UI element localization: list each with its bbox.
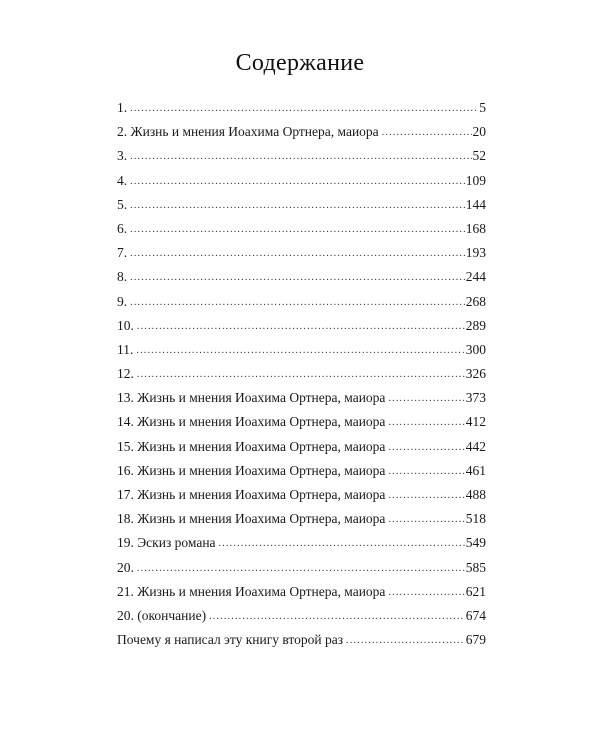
dot-leader xyxy=(219,532,465,556)
toc-entry-page: 109 xyxy=(465,172,486,188)
toc-entry[interactable] xyxy=(117,96,486,120)
toc-entry[interactable] xyxy=(117,483,486,507)
toc-entry-page: 193 xyxy=(465,245,486,261)
toc-entry[interactable] xyxy=(117,362,486,386)
toc-entry[interactable] xyxy=(117,410,486,434)
toc-entry-page: 5 xyxy=(479,100,486,115)
toc-entry-page: 168 xyxy=(465,220,486,236)
toc-entry-label: 13. Жизнь и мнения Иоахима Ортнера, маиора xyxy=(117,390,386,406)
toc-entry[interactable] xyxy=(117,556,486,580)
toc-entry[interactable] xyxy=(117,338,486,362)
dot-leader xyxy=(130,242,465,266)
dot-leader xyxy=(388,411,464,435)
toc-entry-label: 15. Жизнь и мнения Иоахима Ортнера, маиора xyxy=(117,438,386,454)
toc-entry[interactable] xyxy=(117,386,486,410)
dot-leader xyxy=(388,436,464,460)
toc-entry-page: 20 xyxy=(472,124,486,140)
dot-leader xyxy=(137,557,465,581)
toc-entry[interactable] xyxy=(117,217,486,241)
toc-entry-page: 144 xyxy=(465,196,486,212)
toc-entry-page: 621 xyxy=(465,583,486,599)
toc-entry-label: 12. xyxy=(117,366,134,382)
dot-leader xyxy=(130,97,478,121)
toc-entry-label: 1. xyxy=(117,100,128,115)
toc-entry[interactable] xyxy=(117,314,486,338)
toc-entry-label: 6. xyxy=(117,220,128,236)
toc-entry-label: 18. Жизнь и мнения Иоахима Ортнера, маиора xyxy=(117,511,386,527)
toc-entry-label: 9. xyxy=(117,293,128,309)
toc-entry[interactable] xyxy=(117,241,486,265)
toc-entry[interactable] xyxy=(117,120,486,144)
toc-entry-page: 585 xyxy=(465,559,486,575)
dot-leader xyxy=(382,121,472,145)
toc-entry[interactable] xyxy=(117,290,486,314)
toc-entry-page: 679 xyxy=(465,632,486,648)
toc-entry-label: 20. xyxy=(117,559,134,575)
toc-entry-label: 19. Эскиз романа xyxy=(117,535,216,551)
toc-entry-page: 488 xyxy=(465,487,486,502)
dot-leader xyxy=(137,363,465,387)
dot-leader xyxy=(346,629,465,653)
toc-entry[interactable] xyxy=(117,144,486,168)
toc-entry-label: 5. xyxy=(117,196,128,212)
toc-entry-page: 52 xyxy=(472,148,486,164)
dot-leader xyxy=(130,170,465,194)
toc-entry[interactable] xyxy=(117,193,486,217)
toc-entry-label: 8. xyxy=(117,269,128,285)
toc-entry-label: 7. xyxy=(117,245,128,261)
toc-entry-page: 549 xyxy=(465,535,486,551)
toc-entry-page: 442 xyxy=(465,438,486,454)
toc-entry[interactable] xyxy=(117,169,486,193)
toc-entry-label: 16. Жизнь и мнения Иоахима Ортнера, маиора xyxy=(117,462,386,478)
toc-entry[interactable] xyxy=(117,531,486,555)
dot-leader xyxy=(209,605,465,629)
toc-entry-page: 373 xyxy=(465,390,486,406)
table-of-contents xyxy=(117,96,486,652)
dot-leader xyxy=(388,581,464,605)
toc-entry[interactable] xyxy=(117,628,486,652)
dot-leader xyxy=(130,266,465,290)
toc-entry-page: 518 xyxy=(465,511,486,527)
toc-entry-page: 326 xyxy=(465,366,486,382)
toc-entry-page: 300 xyxy=(465,341,486,357)
toc-entry[interactable] xyxy=(117,459,486,483)
toc-entry[interactable] xyxy=(117,265,486,289)
toc-entry-label: 21. Жизнь и мнения Иоахима Ортнера, маиора xyxy=(117,583,386,599)
toc-entry-page: 289 xyxy=(465,317,486,333)
toc-entry-label: 20. (окончание) xyxy=(117,607,207,623)
toc-entry-label: 14. Жизнь и мнения Иоахима Ортнера, маиора xyxy=(117,414,386,430)
dot-leader xyxy=(388,387,464,411)
toc-entry[interactable] xyxy=(117,507,486,531)
toc-entry[interactable] xyxy=(117,580,486,604)
page-title: Содержание xyxy=(235,50,365,76)
dot-leader xyxy=(130,218,465,242)
dot-leader xyxy=(137,315,465,339)
toc-entry[interactable] xyxy=(117,435,486,459)
toc-entry-label: Почему я написал эту книгу второй раз xyxy=(117,632,344,648)
dot-leader xyxy=(136,339,464,363)
toc-entry-label: 4. xyxy=(117,172,128,188)
toc-entry-page: 268 xyxy=(465,293,486,309)
toc-entry-page: 674 xyxy=(465,607,486,623)
toc-entry-page: 461 xyxy=(465,462,486,478)
toc-entry-label: 3. xyxy=(117,148,128,164)
toc-entry-page: 244 xyxy=(465,269,486,285)
toc-entry-label: 10. xyxy=(117,317,134,333)
dot-leader xyxy=(388,508,464,532)
dot-leader xyxy=(130,291,465,315)
toc-entry-label: 17. Жизнь и мнения Иоахима Ортнера, маиора xyxy=(117,487,386,502)
dot-leader xyxy=(388,484,464,508)
dot-leader xyxy=(130,194,465,218)
toc-entry-label: 2. Жизнь и мнения Иоахима Ортнера, маиора xyxy=(117,124,379,140)
toc-entry[interactable] xyxy=(117,604,486,628)
toc-entry-page: 412 xyxy=(465,414,486,430)
dot-leader xyxy=(130,145,471,169)
toc-entry-label: 11. xyxy=(117,341,134,357)
dot-leader xyxy=(388,460,464,484)
